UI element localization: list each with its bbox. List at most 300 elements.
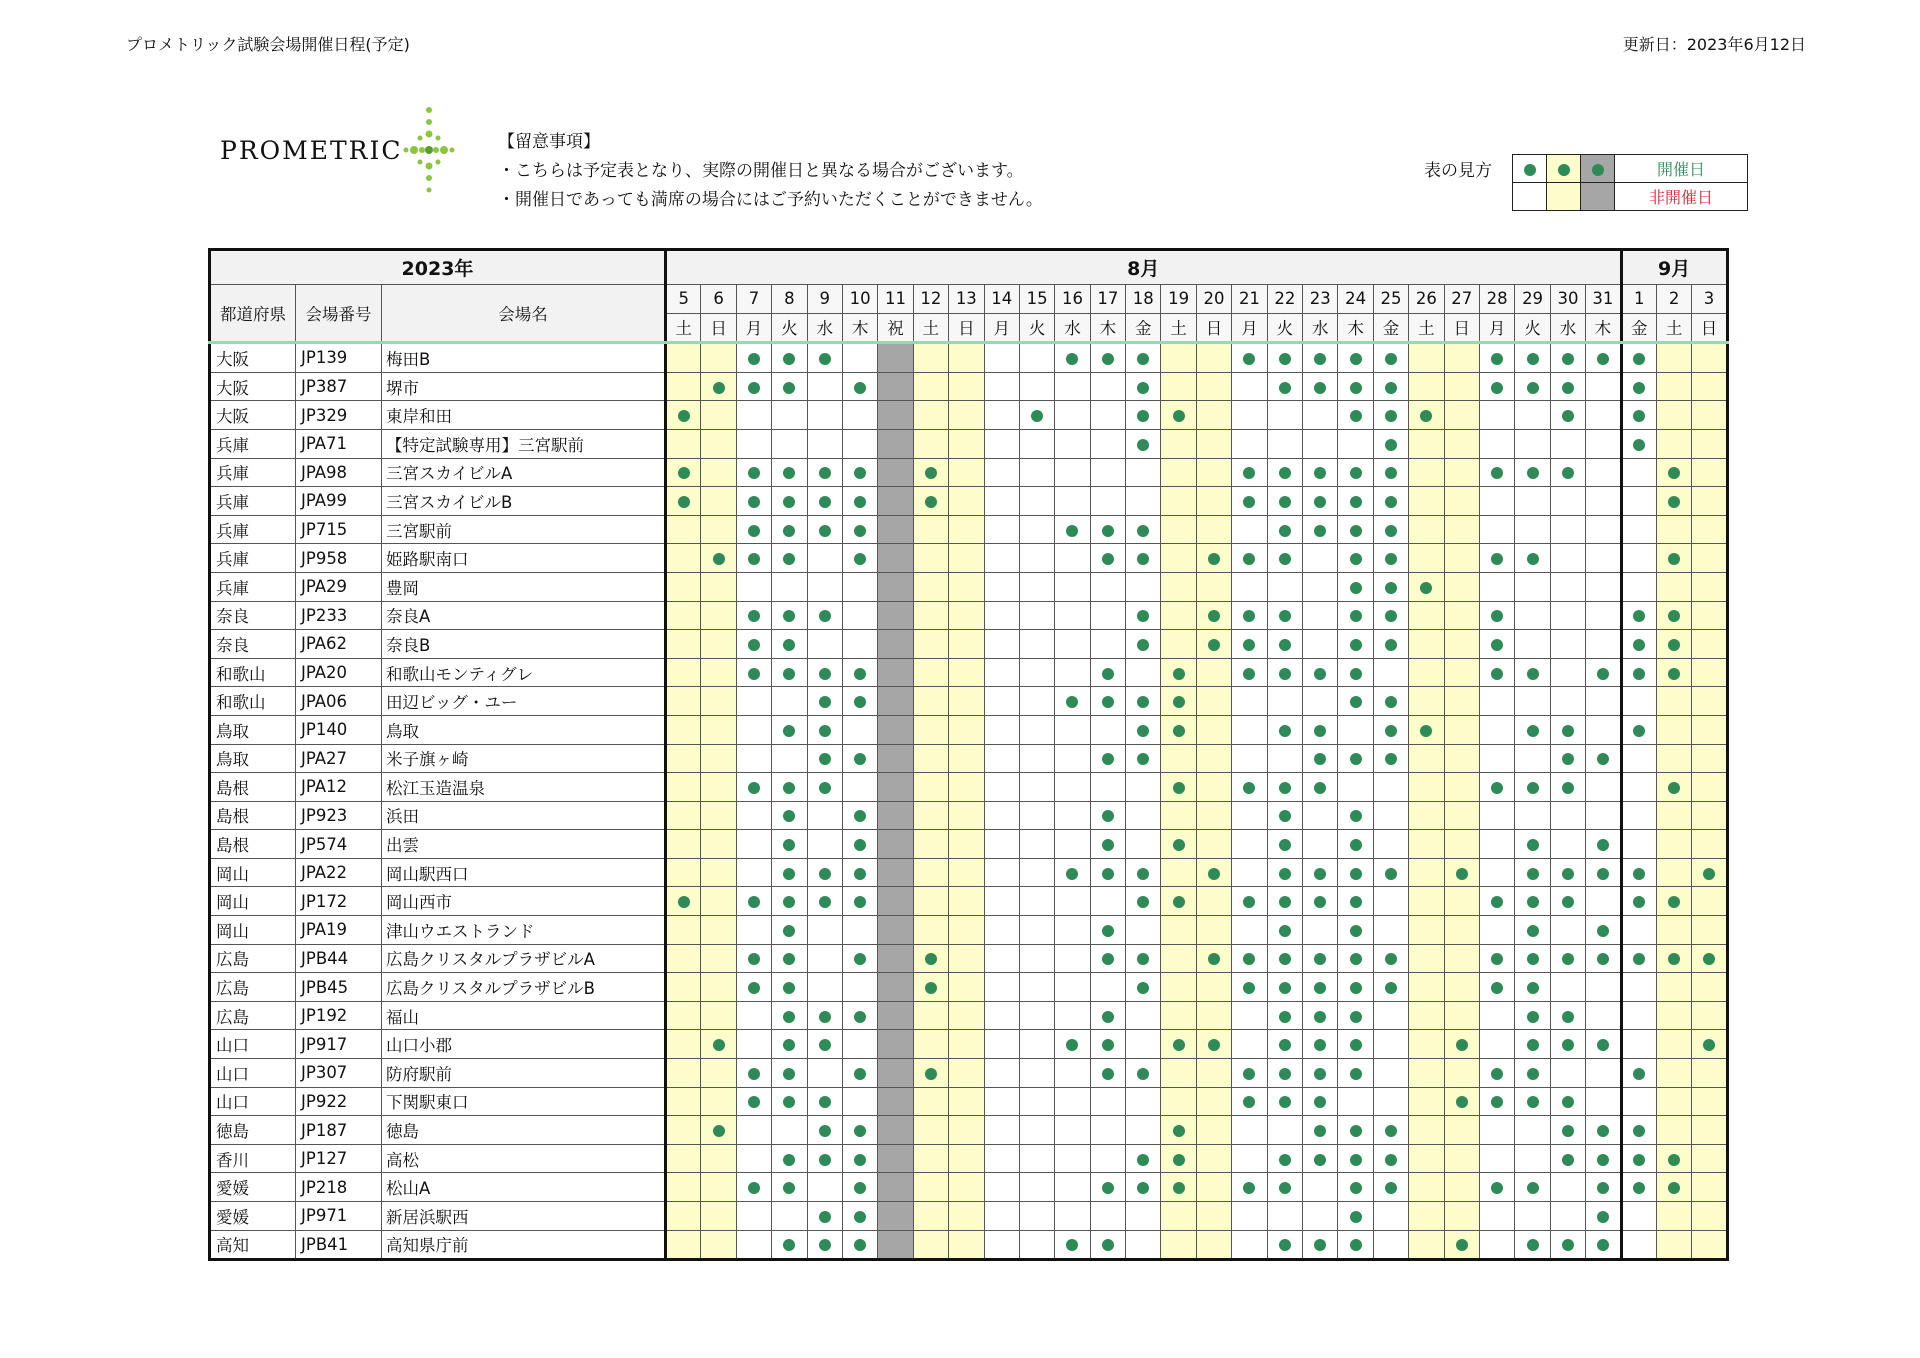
row-venue-code: JPA71 xyxy=(296,429,382,458)
open-day-dot xyxy=(1137,639,1149,651)
schedule-cell xyxy=(736,1144,771,1173)
open-day-dot xyxy=(819,1211,831,1223)
schedule-cell xyxy=(1126,1173,1161,1202)
schedule-cell xyxy=(1656,830,1691,859)
schedule-cell xyxy=(1019,544,1054,573)
schedule-cell xyxy=(772,916,807,945)
open-day-dot xyxy=(1491,896,1503,908)
header-month: 8月 xyxy=(666,250,1622,285)
schedule-cell xyxy=(1126,487,1161,516)
schedule-cell xyxy=(1586,1030,1621,1059)
schedule-cell xyxy=(878,429,913,458)
schedule-cell xyxy=(1479,401,1514,430)
open-day-dot xyxy=(1633,639,1645,651)
schedule-cell xyxy=(842,1173,877,1202)
schedule-cell xyxy=(1019,858,1054,887)
open-day-dot xyxy=(1173,410,1185,422)
header-weekday: 火 xyxy=(1019,313,1054,343)
table-row xyxy=(210,401,1728,430)
schedule-cell xyxy=(1090,1202,1125,1231)
open-day-dot xyxy=(1633,410,1645,422)
schedule-cell xyxy=(1692,687,1727,716)
open-day-dot xyxy=(1491,1068,1503,1080)
schedule-cell xyxy=(1656,572,1691,601)
row-venue-code: JPB45 xyxy=(296,973,382,1002)
schedule-cell xyxy=(1479,372,1514,401)
schedule-cell xyxy=(842,1202,877,1231)
schedule-cell xyxy=(1550,601,1585,630)
schedule-cell xyxy=(1055,429,1090,458)
schedule-cell xyxy=(1692,458,1727,487)
schedule-cell xyxy=(1338,372,1373,401)
schedule-cell xyxy=(1692,572,1727,601)
schedule-cell xyxy=(1338,458,1373,487)
open-day-dot xyxy=(1385,582,1397,594)
table-row xyxy=(210,1001,1728,1030)
open-day-dot xyxy=(1633,1154,1645,1166)
schedule-cell xyxy=(1338,572,1373,601)
schedule-cell xyxy=(1055,830,1090,859)
schedule-cell xyxy=(1621,515,1656,544)
schedule-cell xyxy=(984,458,1019,487)
schedule-cell xyxy=(1656,1144,1691,1173)
open-day-dot xyxy=(1102,353,1114,365)
header-day: 11 xyxy=(878,285,913,314)
schedule-cell xyxy=(1515,916,1550,945)
open-day-dot xyxy=(1350,753,1362,765)
schedule-cell xyxy=(701,801,736,830)
header-day: 18 xyxy=(1126,285,1161,314)
schedule-cell xyxy=(878,916,913,945)
schedule-cell xyxy=(1055,687,1090,716)
schedule-cell xyxy=(1055,1202,1090,1231)
open-day-dot xyxy=(1102,668,1114,680)
header-day: 22 xyxy=(1267,285,1302,314)
header-weekday: 水 xyxy=(1055,313,1090,343)
schedule-cell xyxy=(1586,343,1621,373)
header-weekday: 土 xyxy=(1161,313,1196,343)
open-day-dot xyxy=(1314,982,1326,994)
schedule-cell xyxy=(1338,687,1373,716)
header-day: 31 xyxy=(1586,285,1621,314)
schedule-cell xyxy=(1303,515,1338,544)
schedule-cell xyxy=(701,601,736,630)
schedule-cell xyxy=(772,1230,807,1260)
schedule-cell xyxy=(701,944,736,973)
open-day-dot xyxy=(1527,1096,1539,1108)
row-venue-name: 【特定試験専用】三宮駅前 xyxy=(382,429,666,458)
row-venue-name: 浜田 xyxy=(382,801,666,830)
schedule-cell xyxy=(736,887,771,916)
table-row xyxy=(210,1173,1728,1202)
open-day-dot xyxy=(1350,696,1362,708)
schedule-cell xyxy=(878,1202,913,1231)
schedule-cell xyxy=(1621,1116,1656,1145)
schedule-cell xyxy=(1090,916,1125,945)
schedule-cell xyxy=(1656,916,1691,945)
schedule-cell xyxy=(1409,343,1444,373)
schedule-cell xyxy=(1019,687,1054,716)
schedule-cell xyxy=(1161,744,1196,773)
schedule-cell xyxy=(984,658,1019,687)
schedule-cell xyxy=(1267,601,1302,630)
legend-cell-open-weekend xyxy=(1547,155,1581,183)
schedule-cell xyxy=(1090,372,1125,401)
open-day-dot xyxy=(783,782,795,794)
header-weekday: 木 xyxy=(1338,313,1373,343)
schedule-cell xyxy=(913,858,948,887)
schedule-cell xyxy=(1232,372,1267,401)
schedule-cell xyxy=(1479,973,1514,1002)
open-day-dot xyxy=(1314,668,1326,680)
schedule-cell xyxy=(807,429,842,458)
schedule-cell xyxy=(1196,1230,1231,1260)
schedule-cell xyxy=(772,1202,807,1231)
row-venue-code: JP958 xyxy=(296,544,382,573)
schedule-cell xyxy=(666,1001,701,1030)
schedule-cell xyxy=(949,1116,984,1145)
schedule-cell xyxy=(1338,343,1373,373)
row-prefecture: 岡山 xyxy=(210,887,296,916)
schedule-cell xyxy=(1479,1087,1514,1116)
schedule-cell xyxy=(1515,658,1550,687)
open-day-dot xyxy=(1668,1182,1680,1194)
open-day-dot xyxy=(1350,668,1362,680)
schedule-cell xyxy=(1161,944,1196,973)
schedule-cell xyxy=(842,973,877,1002)
open-day-dot xyxy=(1527,782,1539,794)
open-day-dot xyxy=(854,1154,866,1166)
open-day-dot xyxy=(783,810,795,822)
schedule-cell xyxy=(949,601,984,630)
open-day-dot xyxy=(1102,525,1114,537)
schedule-cell xyxy=(701,630,736,659)
schedule-cell xyxy=(1515,515,1550,544)
schedule-cell xyxy=(1621,658,1656,687)
schedule-cell xyxy=(1126,944,1161,973)
schedule-cell xyxy=(1656,715,1691,744)
open-day-dot xyxy=(819,525,831,537)
schedule-cell xyxy=(1444,1087,1479,1116)
open-day-dot xyxy=(819,1096,831,1108)
header-weekday: 木 xyxy=(1090,313,1125,343)
schedule-cell xyxy=(1479,773,1514,802)
schedule-cell xyxy=(1267,1030,1302,1059)
schedule-cell xyxy=(1055,630,1090,659)
schedule-cell xyxy=(1515,544,1550,573)
schedule-cell xyxy=(1126,658,1161,687)
open-day-dot xyxy=(1066,868,1078,880)
schedule-cell xyxy=(1692,858,1727,887)
open-day-dot xyxy=(1102,1039,1114,1051)
schedule-cell xyxy=(984,487,1019,516)
open-day-dot xyxy=(1279,553,1291,565)
schedule-cell xyxy=(1090,1230,1125,1260)
schedule-cell xyxy=(842,401,877,430)
schedule-cell xyxy=(913,1116,948,1145)
row-venue-name: 福山 xyxy=(382,1001,666,1030)
schedule-cell xyxy=(1303,458,1338,487)
schedule-cell xyxy=(1656,687,1691,716)
schedule-cell xyxy=(949,1230,984,1260)
open-day-dot xyxy=(1279,639,1291,651)
schedule-cell xyxy=(1126,372,1161,401)
schedule-cell xyxy=(1656,1087,1691,1116)
document-title: プロメトリック試験会場開催日程(予定) xyxy=(126,35,410,54)
schedule-cell xyxy=(701,1116,736,1145)
schedule-cell xyxy=(701,487,736,516)
open-day-dot xyxy=(1314,725,1326,737)
schedule-cell xyxy=(1621,916,1656,945)
schedule-cell xyxy=(1090,1001,1125,1030)
schedule-cell xyxy=(1303,401,1338,430)
schedule-cell xyxy=(1161,401,1196,430)
schedule-cell xyxy=(913,944,948,973)
open-day-dot xyxy=(1350,410,1362,422)
table-row xyxy=(210,343,1728,373)
open-day-dot xyxy=(748,1068,760,1080)
legend-open-label: 開催日 xyxy=(1615,155,1748,183)
row-prefecture: 香川 xyxy=(210,1144,296,1173)
schedule-cell xyxy=(1586,1173,1621,1202)
schedule-cell xyxy=(913,830,948,859)
schedule-cell xyxy=(807,1173,842,1202)
schedule-cell xyxy=(1338,515,1373,544)
row-prefecture: 島根 xyxy=(210,773,296,802)
schedule-cell xyxy=(878,658,913,687)
schedule-cell xyxy=(1161,1030,1196,1059)
schedule-cell xyxy=(1444,401,1479,430)
row-venue-code: JPA22 xyxy=(296,858,382,887)
open-day-dot xyxy=(1314,953,1326,965)
schedule-cell xyxy=(1055,458,1090,487)
schedule-cell xyxy=(1409,944,1444,973)
schedule-cell xyxy=(1444,687,1479,716)
open-day-dot xyxy=(1420,725,1432,737)
schedule-cell xyxy=(1656,544,1691,573)
schedule-cell xyxy=(842,658,877,687)
schedule-cell xyxy=(1161,458,1196,487)
schedule-cell xyxy=(1338,1001,1373,1030)
schedule-cell xyxy=(949,515,984,544)
schedule-cell xyxy=(1090,1144,1125,1173)
open-day-dot xyxy=(1350,953,1362,965)
open-day-dot xyxy=(1597,668,1609,680)
open-day-dot xyxy=(1527,725,1539,737)
schedule-cell xyxy=(772,1116,807,1145)
open-day-dot xyxy=(854,382,866,394)
open-day-dot xyxy=(1243,610,1255,622)
schedule-cell xyxy=(1019,1001,1054,1030)
schedule-cell xyxy=(984,830,1019,859)
open-day-dot xyxy=(1208,1039,1220,1051)
schedule-cell xyxy=(1090,715,1125,744)
schedule-cell xyxy=(1338,1202,1373,1231)
schedule-cell xyxy=(1656,1001,1691,1030)
schedule-cell xyxy=(1444,487,1479,516)
schedule-cell xyxy=(807,916,842,945)
schedule-cell xyxy=(1586,687,1621,716)
schedule-cell xyxy=(1090,858,1125,887)
schedule-cell xyxy=(1479,343,1514,373)
header-weekday: 土 xyxy=(666,313,701,343)
schedule-cell xyxy=(1126,1001,1161,1030)
schedule-cell xyxy=(1550,458,1585,487)
schedule-cell xyxy=(701,1001,736,1030)
schedule-cell xyxy=(1161,372,1196,401)
schedule-cell xyxy=(1232,572,1267,601)
schedule-cell xyxy=(1267,830,1302,859)
open-day-dot xyxy=(1385,639,1397,651)
open-day-dot xyxy=(819,668,831,680)
schedule-cell xyxy=(842,372,877,401)
open-day-dot xyxy=(1350,1154,1362,1166)
schedule-cell xyxy=(1479,1001,1514,1030)
open-day-dot xyxy=(1491,982,1503,994)
schedule-cell xyxy=(1090,343,1125,373)
schedule-cell xyxy=(807,773,842,802)
schedule-cell xyxy=(878,1116,913,1145)
row-prefecture: 兵庫 xyxy=(210,429,296,458)
row-venue-code: JP187 xyxy=(296,1116,382,1145)
schedule-cell xyxy=(1055,372,1090,401)
schedule-cell xyxy=(1479,715,1514,744)
legend-label: 表の見方 xyxy=(1424,161,1492,181)
schedule-cell xyxy=(1586,773,1621,802)
table-row xyxy=(210,458,1728,487)
schedule-cell xyxy=(1196,744,1231,773)
schedule-cell xyxy=(1550,858,1585,887)
schedule-cell xyxy=(1161,1116,1196,1145)
schedule-cell xyxy=(842,715,877,744)
schedule-cell xyxy=(1055,1030,1090,1059)
schedule-cell xyxy=(736,458,771,487)
schedule-cell xyxy=(1656,1202,1691,1231)
schedule-cell xyxy=(1444,458,1479,487)
schedule-cell xyxy=(1232,601,1267,630)
schedule-cell xyxy=(1656,944,1691,973)
row-prefecture: 広島 xyxy=(210,973,296,1002)
open-day-dot xyxy=(1420,410,1432,422)
schedule-cell xyxy=(1656,1116,1691,1145)
schedule-cell xyxy=(1444,1144,1479,1173)
schedule-cell xyxy=(1196,1116,1231,1145)
open-day-dot xyxy=(1703,953,1715,965)
schedule-cell xyxy=(1232,944,1267,973)
schedule-cell xyxy=(1196,687,1231,716)
schedule-cell xyxy=(1692,1087,1727,1116)
schedule-cell xyxy=(1090,487,1125,516)
schedule-cell xyxy=(1019,601,1054,630)
schedule-cell xyxy=(1515,715,1550,744)
row-prefecture: 和歌山 xyxy=(210,658,296,687)
schedule-cell xyxy=(1479,458,1514,487)
schedule-cell xyxy=(1303,830,1338,859)
header-weekday: 祝 xyxy=(878,313,913,343)
schedule-cell xyxy=(772,801,807,830)
schedule-cell xyxy=(1586,944,1621,973)
schedule-cell xyxy=(1126,687,1161,716)
schedule-cell xyxy=(1267,858,1302,887)
header-day: 16 xyxy=(1055,285,1090,314)
schedule-cell xyxy=(1373,1116,1408,1145)
schedule-cell xyxy=(1621,887,1656,916)
header-day: 21 xyxy=(1232,285,1267,314)
schedule-cell xyxy=(842,801,877,830)
schedule-cell xyxy=(984,572,1019,601)
open-day-dot xyxy=(1137,753,1149,765)
schedule-cell xyxy=(842,1116,877,1145)
schedule-cell xyxy=(1373,544,1408,573)
schedule-cell xyxy=(1267,1144,1302,1173)
schedule-cell xyxy=(1621,830,1656,859)
table-row xyxy=(210,916,1728,945)
row-prefecture: 愛媛 xyxy=(210,1173,296,1202)
schedule-cell xyxy=(1126,429,1161,458)
schedule-cell xyxy=(1161,858,1196,887)
open-day-dot xyxy=(1066,1239,1078,1251)
schedule-cell xyxy=(1444,944,1479,973)
schedule-cell xyxy=(1586,401,1621,430)
schedule-cell xyxy=(1303,801,1338,830)
schedule-cell xyxy=(1550,343,1585,373)
header-day: 26 xyxy=(1409,285,1444,314)
schedule-cell xyxy=(1126,801,1161,830)
schedule-cell xyxy=(1338,1087,1373,1116)
legend-table xyxy=(1512,154,1748,211)
schedule-cell xyxy=(1586,916,1621,945)
schedule-cell xyxy=(1479,630,1514,659)
open-day-dot xyxy=(1491,782,1503,794)
schedule-cell xyxy=(1409,858,1444,887)
schedule-cell xyxy=(1515,801,1550,830)
open-day-dot xyxy=(748,782,760,794)
schedule-cell xyxy=(1055,401,1090,430)
schedule-cell xyxy=(1126,916,1161,945)
open-day-dot xyxy=(1066,525,1078,537)
schedule-cell xyxy=(1409,572,1444,601)
header-weekday: 月 xyxy=(1479,313,1514,343)
open-day-dot xyxy=(854,467,866,479)
schedule-cell xyxy=(1126,1144,1161,1173)
schedule-cell xyxy=(1019,973,1054,1002)
schedule-cell xyxy=(1267,687,1302,716)
schedule-cell xyxy=(1692,1202,1727,1231)
schedule-cell xyxy=(913,715,948,744)
schedule-cell xyxy=(1126,572,1161,601)
schedule-cell xyxy=(666,687,701,716)
schedule-cell xyxy=(1550,1116,1585,1145)
schedule-cell xyxy=(1196,372,1231,401)
table-row xyxy=(210,1087,1728,1116)
open-day-dot xyxy=(854,810,866,822)
schedule-cell xyxy=(807,1116,842,1145)
row-prefecture: 広島 xyxy=(210,944,296,973)
schedule-cell xyxy=(1303,572,1338,601)
schedule-cell xyxy=(1161,630,1196,659)
schedule-cell xyxy=(1692,658,1727,687)
open-day-dot xyxy=(713,1125,725,1137)
open-day-dot xyxy=(854,753,866,765)
schedule-cell xyxy=(1444,744,1479,773)
row-venue-code: JPA62 xyxy=(296,630,382,659)
schedule-cell xyxy=(1126,630,1161,659)
open-day-dot xyxy=(1137,696,1149,708)
schedule-cell xyxy=(1161,1230,1196,1260)
schedule-cell xyxy=(949,773,984,802)
updated-date: 更新日：2023年6月12日 xyxy=(1622,35,1806,54)
open-day-dot xyxy=(1527,1068,1539,1080)
